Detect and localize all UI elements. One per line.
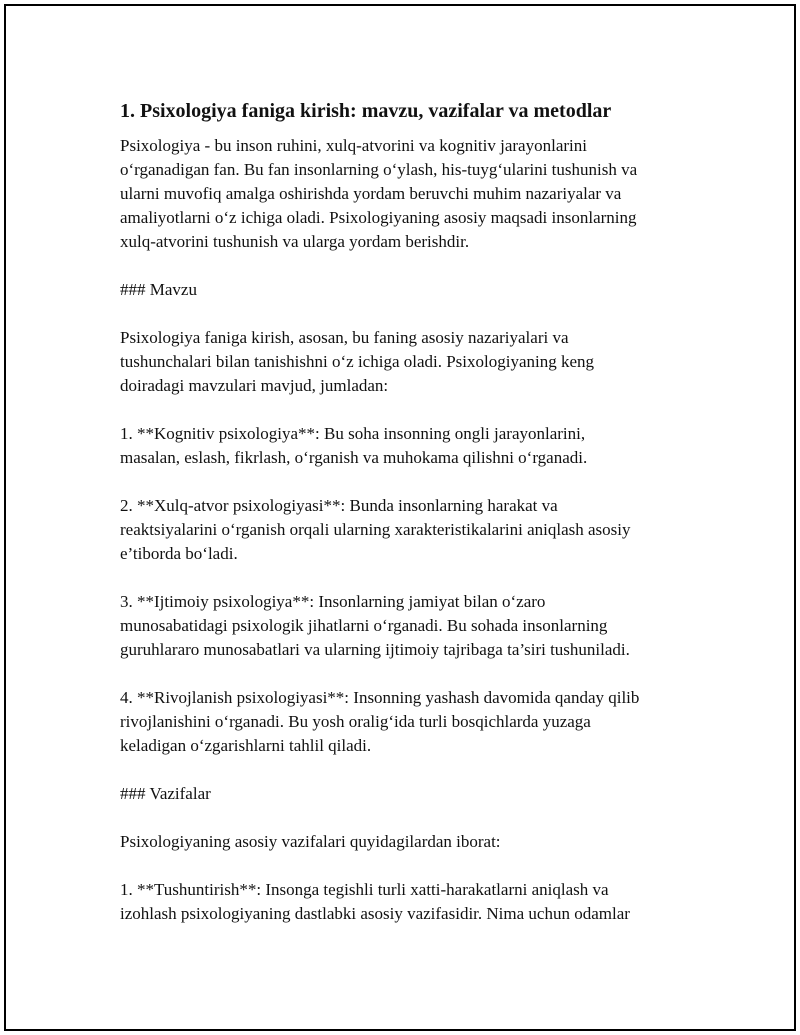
list-item-rivojlanish: 4. **Rivojlanish psixologiyasi**: Insonning yashash davomida qanday qilib rivojlanishini o‘rganadi. Bu yosh oralig‘ida turli bosqichlarda yuzaga keladigan o‘zgarishlarni tahlil qiladi. xyxy=(120,688,640,755)
intro-paragraph: Psixologiya - bu inson ruhini, xulq-atvorini va kognitiv jarayonlarini o‘rganadigan fan. Bu fan insonlarning o‘ylash, his-tuyg‘ularini tushunish va ularni muvofiq amalga oshirishda yordam beruvchi muhim nazariyalar va amaliyotlarni o‘z ichiga oladi. Psixologiyaning asosiy maqsadi insonlarning xulq-atvorini tushunish va ularga yordam berishdir. xyxy=(120,136,638,251)
list-item-ijtimoiy: 3. **Ijtimoiy psixologiya**: Insonlarning jamiyat bilan o‘zaro munosabatidagi psixologik jihatlarni o‘rganadi. Bu sohada insonlarning guruhlararo munosabatlari va ularning ijtimoiy tajribaga ta’siri tushuniladi. xyxy=(120,592,630,659)
document-title: 1. Psixologiya faniga kirish: mavzu, vazifalar va metodlar xyxy=(120,100,612,122)
section-heading-vazifalar: ### Vazifalar xyxy=(120,784,211,803)
mavzu-paragraph: Psixologiya faniga kirish, asosan, bu faning asosiy nazariyalari va tushunchalari bilan tanishishni o‘z ichiga oladi. Psixologiyaning keng doiradagi mavzulari mavjud, jumladan: xyxy=(120,328,595,395)
vazifalar-paragraph: Psixologiyaning asosiy vazifalari quyidagilardan iborat: xyxy=(120,832,501,851)
list-item-kognitiv: 1. **Kognitiv psixologiya**: Bu soha insonning ongli jarayonlarini, masalan, eslash, fikrlash, o‘rganish va muhokama qilishni o‘rganadi. xyxy=(120,424,588,467)
document-page xyxy=(4,4,796,1031)
document-body xyxy=(120,98,700,950)
list-item-xulq-atvor: 2. **Xulq-atvor psixologiyasi**: Bunda insonlarning harakat va reaktsiyalarini o‘rganish orqali ularning xarakteristikalarini aniqlash asosiy e’tiborda bo‘ladi. xyxy=(120,496,631,563)
list-item-tushuntirish: 1. **Tushuntirish**: Insonga tegishli turli xatti-harakatlarni aniqlash va izohlash psixologiyaning dastlabki asosiy vazifasidir. Nima uchun odamlar xyxy=(120,880,630,923)
section-heading-mavzu: ### Mavzu xyxy=(120,280,197,299)
